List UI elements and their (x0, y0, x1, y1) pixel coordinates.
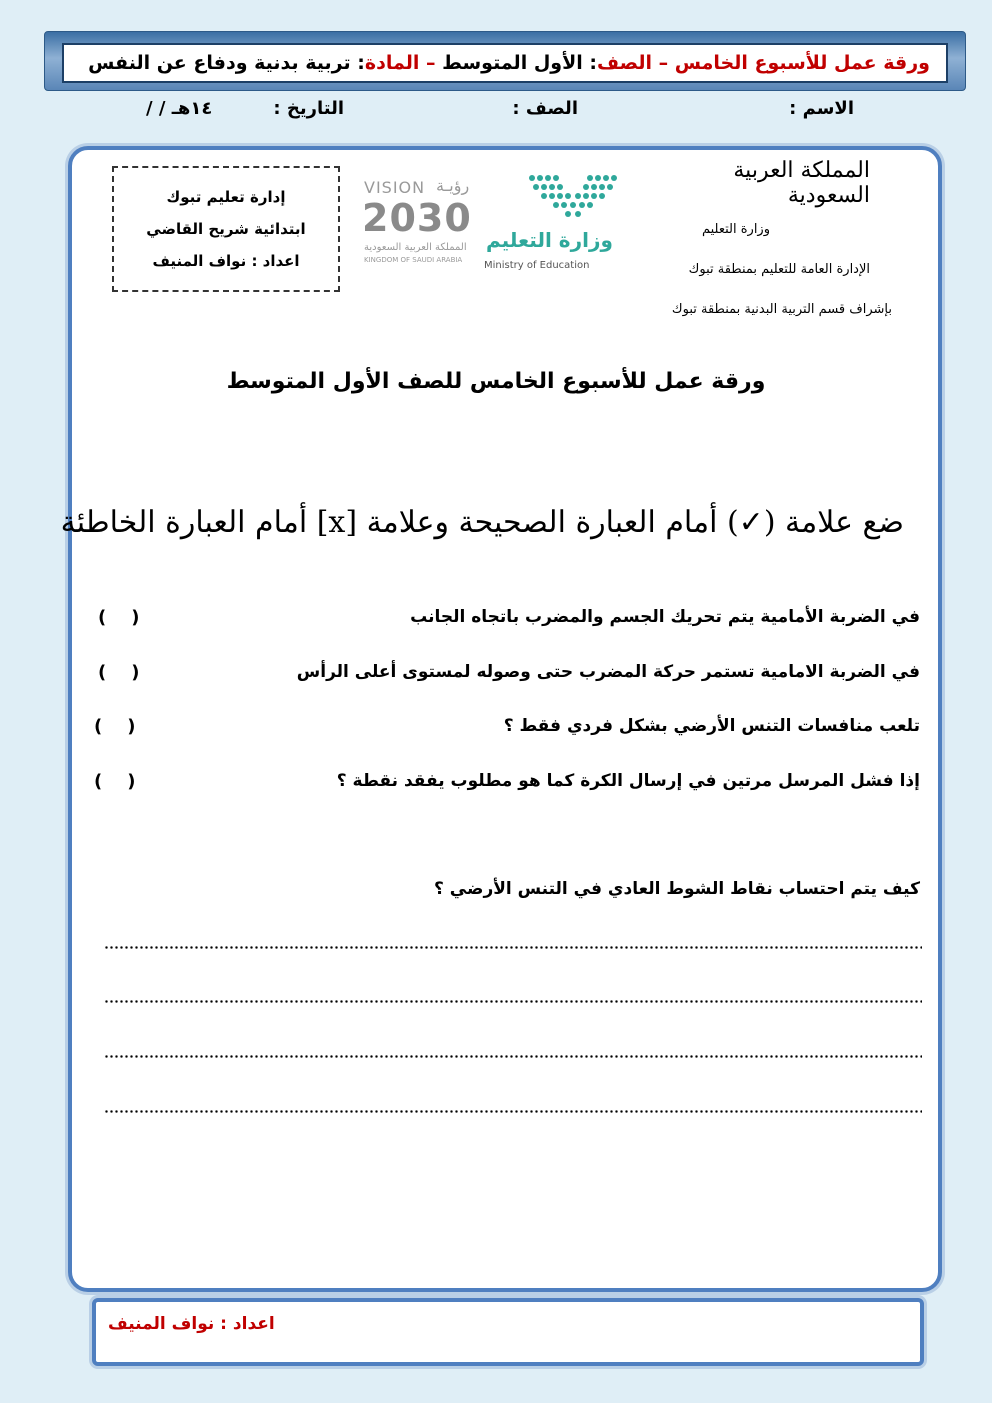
vision-year: 2030 (362, 196, 472, 240)
vision-arabic-sub: المملكة العربية السعودية (364, 242, 467, 253)
name-field-label: الاسم : (789, 98, 854, 119)
page-title: ورقة عمل للأسبوع الخامس للصف الأول المتوسط (226, 369, 766, 394)
colon: : (589, 52, 598, 74)
subject-label: المادة (364, 52, 420, 74)
kingdom-calligraphy-logo (660, 158, 870, 208)
tf-answer-box-4[interactable]: ( ) (94, 771, 136, 792)
answer-line-4[interactable] (104, 1110, 922, 1113)
school-name: ابتدائية شريح القاضي (146, 220, 306, 238)
header-bar (62, 43, 948, 83)
tf-answer-box-2[interactable]: ( ) (98, 662, 140, 683)
subject-value: تربية بدنية ودفاع عن النفس (88, 52, 351, 74)
school-preparer: اعداد : نواف المنيف (152, 252, 300, 270)
grade-label: الصف (597, 52, 653, 74)
vision-english-sub: KINGDOM OF SAUDI ARABIA (364, 256, 463, 264)
tf-answer-box-3[interactable]: ( ) (94, 716, 136, 737)
vision-word: VISION (364, 178, 426, 197)
worksheet-label: ورقة عمل للأسبوع الخامس (674, 52, 930, 74)
school-directorate: إدارة تعليم تبوك (166, 188, 286, 206)
ministry-logo-english: Ministry of Education (484, 260, 590, 271)
date-field-label: التاريخ : (273, 98, 344, 119)
directorate-name: الإدارة العامة للتعليم بمنطقة تبوك (688, 262, 870, 277)
supervision-note: بإشراف قسم التربية البدنية بمنطقة تبوك (671, 302, 892, 317)
tf-question-3: تلعب منافسات التنس الأرضي بشكل فردي فقط ؟ (503, 716, 920, 736)
tf-question-2: في الضربة الامامية تستمر حركة المضرب حتى وصوله لمستوى أعلى الرأس (296, 662, 920, 682)
ministry-logo-arabic: وزارة التعليم (486, 228, 613, 252)
kingdom-title: المملكة العربية السعودية (733, 158, 870, 208)
date-field-value: / / ١٤هـ (146, 98, 213, 119)
school-info-box (112, 166, 340, 292)
answer-line-1[interactable] (104, 946, 922, 949)
ministry-name: وزارة التعليم (701, 222, 770, 237)
header-separator: – (426, 52, 436, 74)
answer-line-3[interactable] (104, 1055, 922, 1058)
answer-line-2[interactable] (104, 1000, 922, 1003)
vision-arabic-word: رؤيـة (436, 176, 470, 195)
header-separator: – (658, 52, 669, 74)
colon: : (357, 52, 365, 74)
ministry-logo (478, 168, 628, 280)
open-question: كيف يتم احتساب نقاط الشوط العادي في التنس الأرضي ؟ (434, 879, 920, 899)
footer-preparer: اعداد : نواف المنيف (108, 1314, 275, 1334)
grade-value: الأول المتوسط (442, 52, 583, 74)
tf-question-1: في الضربة الأمامية يتم تحريك الجسم والمضرب باتجاه الجانب (410, 607, 920, 627)
class-field-label: الصف : (512, 98, 578, 119)
tf-question-4: إذا فشل المرسل مرتين في إرسال الكرة كما هو مطلوب يفقد نقطة ؟ (336, 771, 920, 791)
instruction-heading: ضع علامة (✓) أمام العبارة الصحيحة وعلامة [x] أمام العبارة الخاطئة (60, 505, 904, 540)
tf-answer-box-1[interactable]: ( ) (98, 607, 140, 628)
vision-2030-logo (356, 172, 476, 272)
